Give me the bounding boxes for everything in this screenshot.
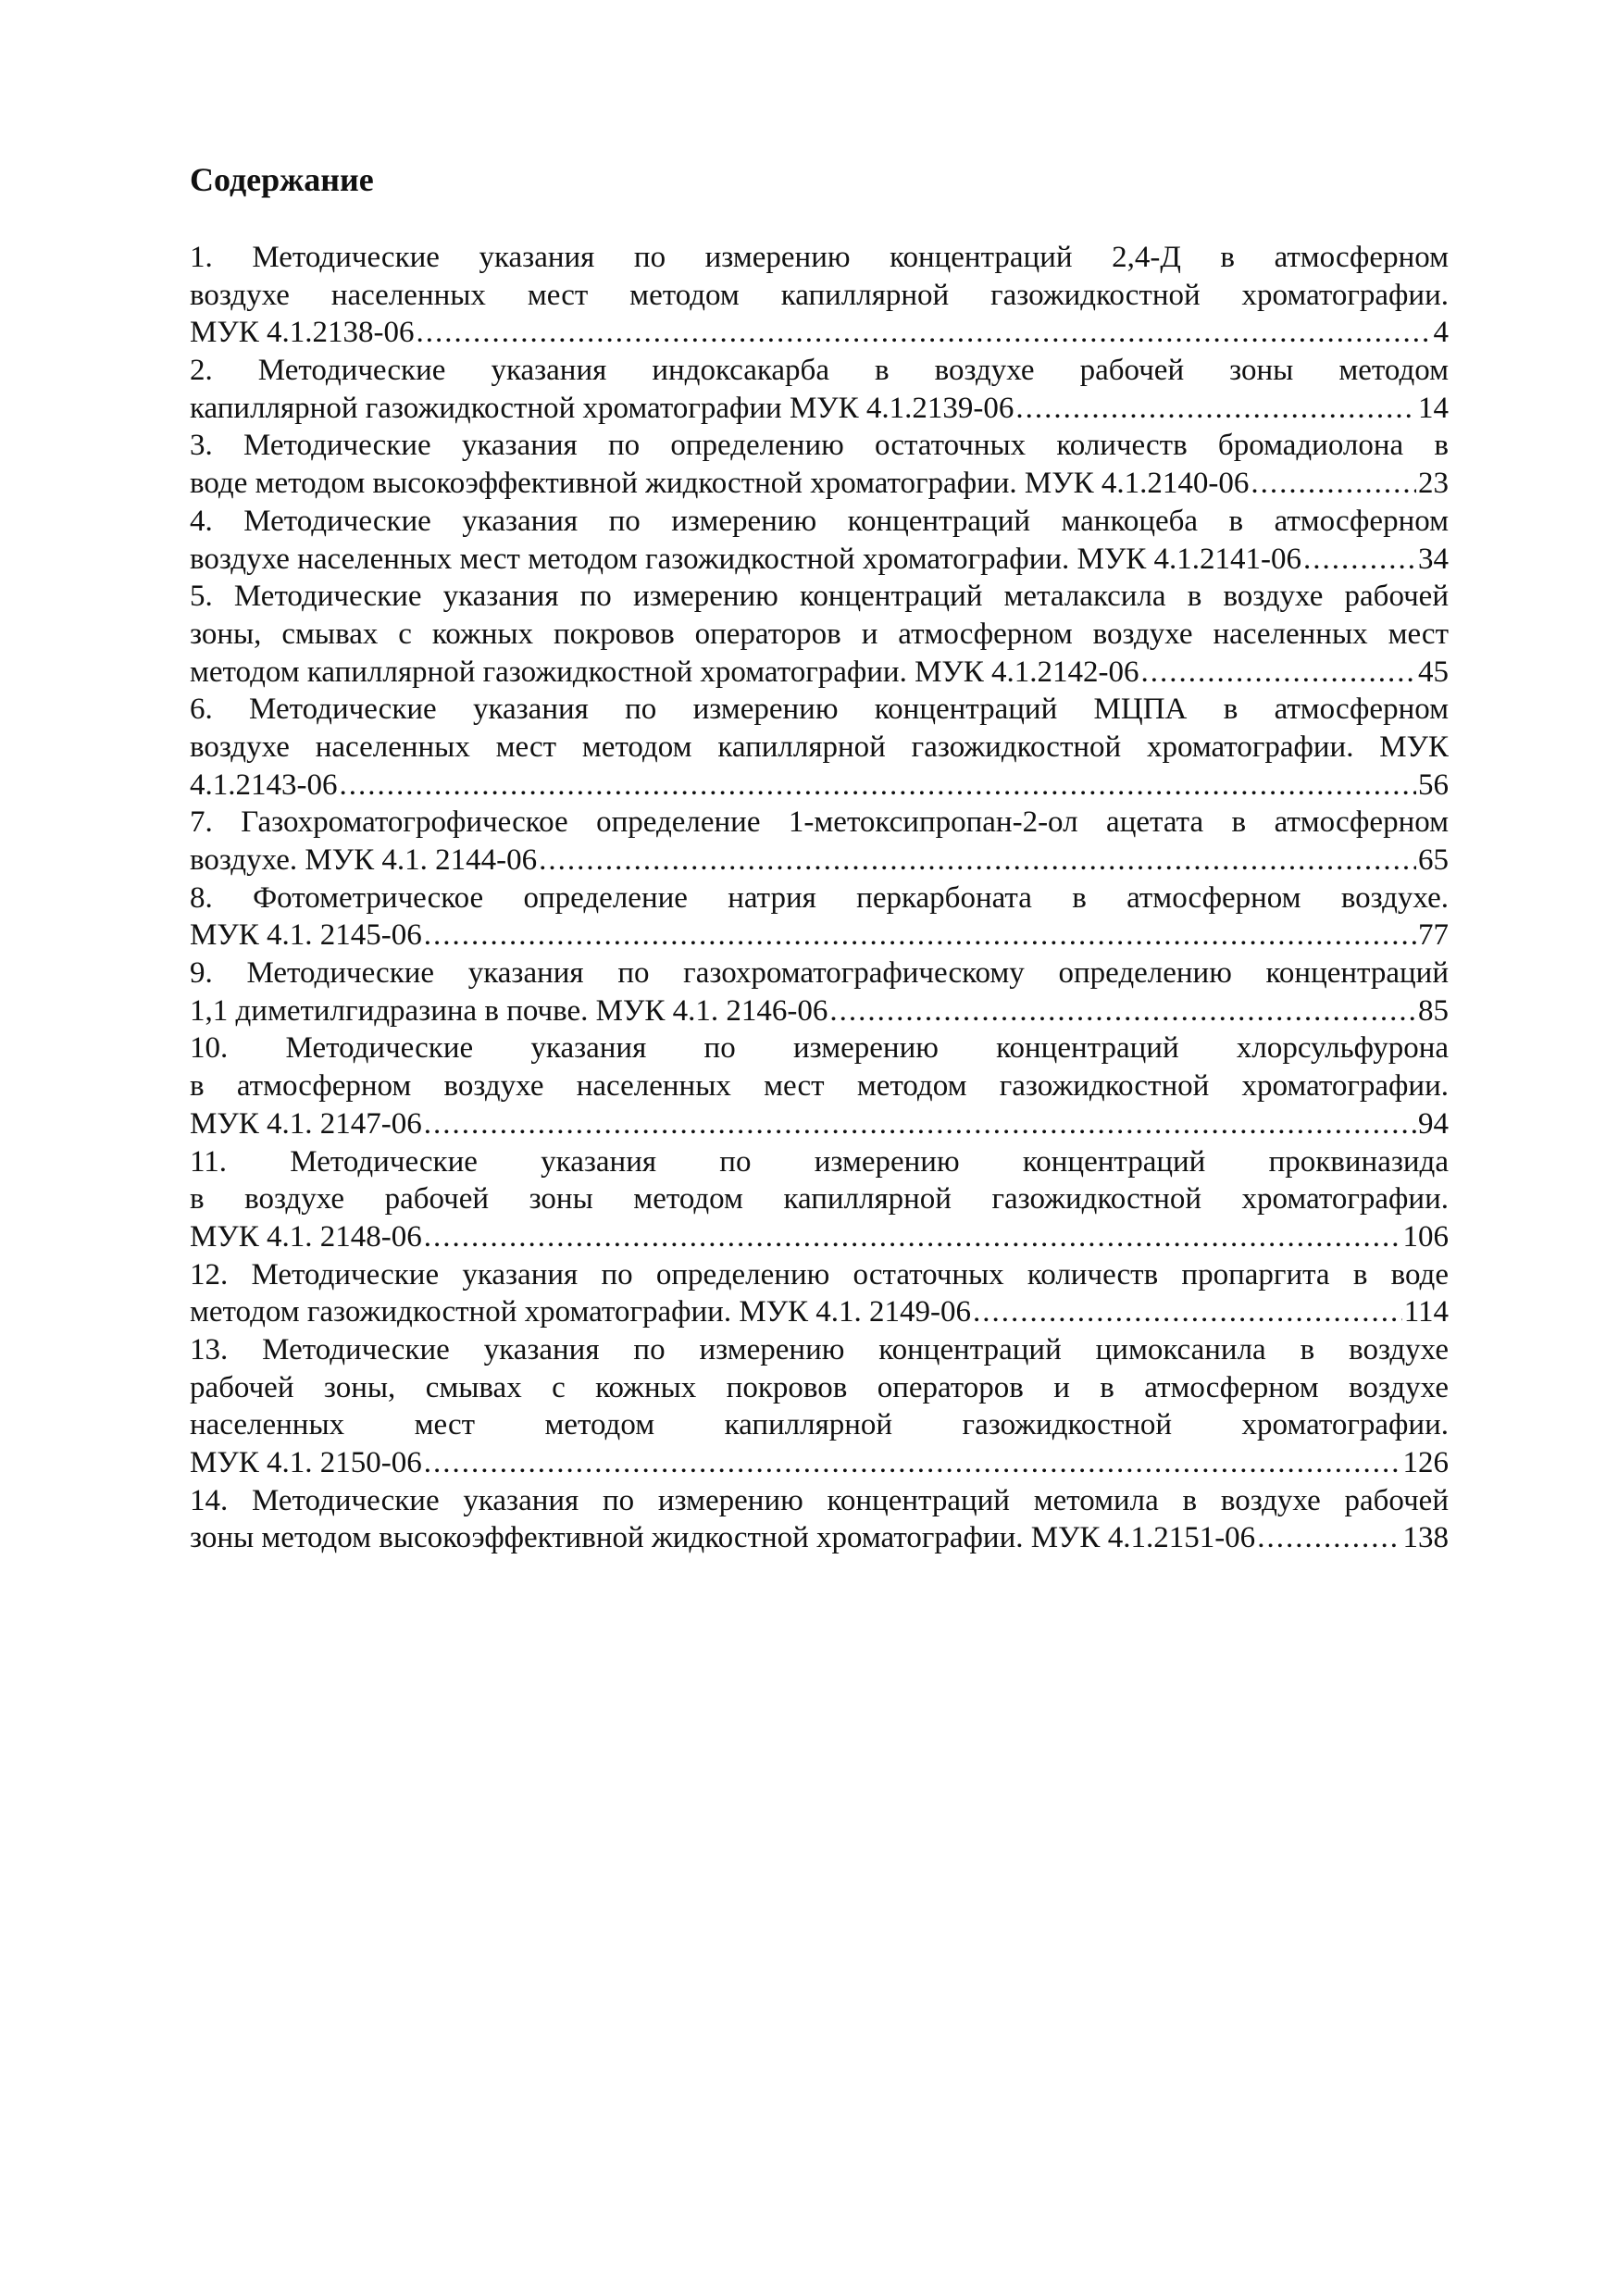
- toc-entry-last-line: [190, 992, 1449, 1030]
- toc-entry-line: 7. Газохроматогрофическое определение 1-метоксипропан-2-ол ацетата в атмосферном: [190, 805, 1449, 840]
- toc-entry-line: 13. Методические указания по измерению концентраций цимоксанила в воздухе: [190, 1332, 1449, 1366]
- dot-leader: [1257, 1519, 1400, 1557]
- toc-entry-reference: МУК 4.1. 2148-06: [190, 1219, 422, 1254]
- toc-entry-page-number: 138: [1402, 1521, 1449, 1555]
- toc-entry-last-line: [190, 465, 1449, 503]
- toc-entry: [190, 955, 1449, 1029]
- dot-leader: [1303, 541, 1416, 579]
- dot-leader: [973, 1293, 1402, 1331]
- toc-entry-reference: МУК 4.1.2138-06: [190, 316, 415, 350]
- toc-entry-last-line: [190, 1218, 1449, 1256]
- toc-entry-reference: воздухе населенных мест методом газожидкостной хроматографии. МУК 4.1.2141-06: [190, 542, 1301, 576]
- toc-entry-line: 3. Методические указания по определению остаточных количеств бромадиолона в: [190, 429, 1449, 463]
- toc-entry-line: 12. Методические указания по определению остаточных количеств пропаргита в воде: [190, 1257, 1449, 1292]
- dot-leader: [424, 917, 1416, 955]
- toc-entry: [190, 880, 1449, 955]
- toc-entry: [190, 691, 1449, 804]
- toc-entry-reference: воде методом высокоэффективной жидкостной хроматографии. МУК 4.1.2140-06: [190, 467, 1250, 501]
- toc-entry-reference: 1,1 диметилгидразина в почве. МУК 4.1. 2146-06: [190, 993, 828, 1028]
- toc-entry-line: 2. Методические указания индоксакарба в воздухе рабочей зоны методом: [190, 354, 1449, 388]
- toc-entry-last-line: [190, 314, 1449, 352]
- toc-entry-reference: МУК 4.1. 2147-06: [190, 1106, 422, 1141]
- toc-entry-reference: капиллярной газожидкостной хроматографии МУК 4.1.2139-06: [190, 391, 1014, 425]
- toc-entry-line: населенных мест методом капиллярной газожидкостной хроматографии.: [190, 1408, 1449, 1442]
- toc-entry-last-line: [190, 654, 1449, 692]
- toc-entry: [190, 578, 1449, 691]
- toc-entry-last-line: [190, 1444, 1449, 1482]
- toc-entry-reference: МУК 4.1. 2150-06: [190, 1446, 422, 1479]
- toc-entry-reference: МУК 4.1. 2145-06: [190, 918, 422, 953]
- toc-entry-line: 4. Методические указания по измерению концентраций манкоцеба в атмосферном: [190, 504, 1449, 538]
- table-of-contents: [190, 239, 1449, 1557]
- toc-entry-last-line: [190, 917, 1449, 955]
- toc-entry-line: в атмосферном воздухе населенных мест методом газожидкостной хроматографии.: [190, 1069, 1449, 1104]
- toc-entry-line: 1. Методические указания по измерению концентраций 2,4-Д в атмосферном: [190, 241, 1449, 274]
- toc-entry-page-number: 14: [1418, 391, 1449, 425]
- toc-entry-page-number: 56: [1418, 767, 1449, 802]
- dot-leader: [424, 1444, 1401, 1482]
- toc-entry-reference: воздухе. МУК 4.1. 2144-06: [190, 843, 538, 877]
- toc-entry-line: 11. Методические указания по измерению концентраций проквиназида: [190, 1144, 1449, 1179]
- toc-entry: [190, 427, 1449, 502]
- toc-entry: [190, 1256, 1449, 1331]
- toc-entry-line: 5. Методические указания по измерению концентраций металаксила в воздухе рабочей: [190, 580, 1449, 614]
- dot-leader: [1141, 654, 1416, 692]
- toc-entry: [190, 239, 1449, 352]
- toc-entry-page-number: 45: [1418, 655, 1449, 689]
- toc-entry-line: рабочей зоны, смывах с кожных покровов операторов и в атмосферном воздухе: [190, 1370, 1449, 1404]
- toc-entry-reference: методом капиллярной газожидкостной хроматографии. МУК 4.1.2142-06: [190, 655, 1139, 689]
- toc-entry: [190, 1143, 1449, 1256]
- toc-entry-page-number: 114: [1403, 1295, 1449, 1329]
- page-title: Содержание: [190, 161, 374, 198]
- toc-entry-last-line: [190, 842, 1449, 880]
- dot-leader: [1251, 465, 1416, 503]
- toc-entry-last-line: [190, 1105, 1449, 1143]
- toc-entry-last-line: [190, 390, 1449, 428]
- toc-entry: [190, 503, 1449, 578]
- toc-entry: [190, 1029, 1449, 1142]
- dot-leader: [829, 992, 1416, 1030]
- toc-entry-page-number: 94: [1418, 1106, 1449, 1141]
- toc-entry-last-line: [190, 541, 1449, 579]
- dot-leader: [424, 1105, 1416, 1143]
- dot-leader: [416, 314, 1431, 352]
- toc-entry-page-number: 85: [1418, 993, 1449, 1028]
- toc-entry: [190, 804, 1449, 879]
- toc-entry-last-line: [190, 1519, 1449, 1557]
- toc-entry-line: воздухе населенных мест методом капиллярной газожидкостной хроматографии. МУК: [190, 730, 1449, 764]
- toc-entry-reference: зоны методом высокоэффективной жидкостной хроматографии. МУК 4.1.2151-06: [190, 1521, 1256, 1555]
- dot-leader: [424, 1218, 1401, 1256]
- toc-entry-last-line: [190, 767, 1449, 805]
- toc-entry-line: 14. Методические указания по измерению концентраций метомила в воздухе рабочей: [190, 1483, 1449, 1517]
- toc-entry-line: зоны, смывах с кожных покровов операторов и атмосферном воздухе населенных мест: [190, 617, 1449, 651]
- toc-entry-page-number: 77: [1418, 918, 1449, 953]
- toc-entry-page-number: 34: [1418, 542, 1449, 576]
- toc-entry-reference: 4.1.2143-06: [190, 767, 338, 802]
- toc-entry: [190, 1482, 1449, 1557]
- toc-entry-line: воздухе населенных мест методом капиллярной газожидкостной хроматографии.: [190, 278, 1449, 312]
- dot-leader: [1015, 390, 1416, 428]
- toc-entry: [190, 352, 1449, 427]
- dot-leader: [539, 842, 1416, 880]
- toc-entry-line: 6. Методические указания по измерению концентраций МЦПА в атмосферном: [190, 693, 1449, 727]
- toc-entry-page-number: 4: [1433, 316, 1449, 350]
- toc-entry-page-number: 65: [1418, 843, 1449, 877]
- toc-entry-reference: методом газожидкостной хроматографии. МУК 4.1. 2149-06: [190, 1295, 972, 1329]
- toc-entry-line: в воздухе рабочей зоны методом капиллярной газожидкостной хроматографии.: [190, 1182, 1449, 1217]
- dot-leader: [340, 767, 1417, 805]
- toc-entry-line: 8. Фотометрическое определение натрия перкарбоната в атмосферном воздухе.: [190, 880, 1449, 915]
- toc-entry-page-number: 106: [1402, 1219, 1449, 1254]
- toc-entry-line: 10. Методические указания по измерению концентраций хлорсульфурона: [190, 1031, 1449, 1066]
- toc-entry: [190, 1331, 1449, 1482]
- toc-entry-page-number: 126: [1402, 1446, 1449, 1479]
- toc-entry-line: 9. Методические указания по газохроматографическому определению концентраций: [190, 956, 1449, 991]
- toc-entry-page-number: 23: [1418, 467, 1449, 501]
- toc-entry-last-line: [190, 1293, 1449, 1331]
